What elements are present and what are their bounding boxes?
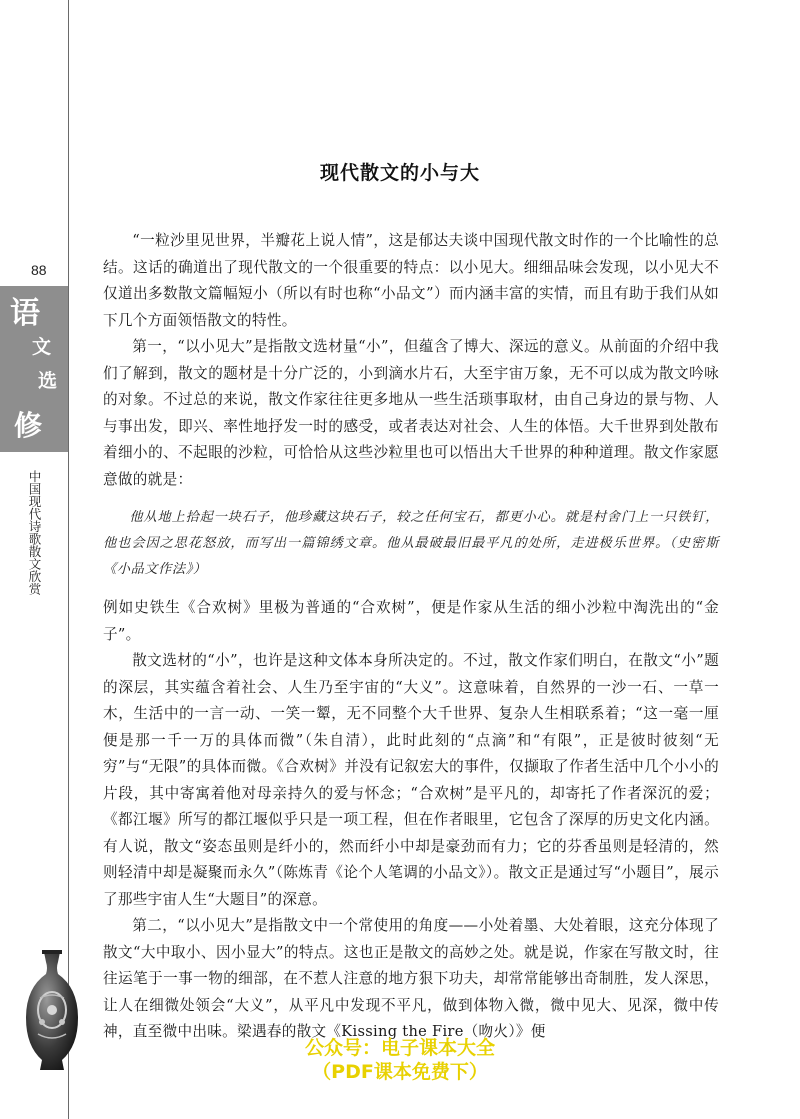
side-tab-char: 修 [14, 409, 43, 442]
paragraph: 例如史铁生《合欢树》里极为普通的“合欢树”，便是作家从生活的细小沙粒中淘洗出的“金子”。 [103, 599, 719, 643]
side-tab-char: 语 [10, 296, 40, 331]
side-tab-band [0, 286, 68, 452]
article-title: 现代散文的小与大 [319, 162, 480, 184]
paragraph: 第二，“以小见大”是指散文中一个常使用的角度——小处着墨、大处着眼，这充分体现了散文“大中取小、因小显大”的特点。这也正是散文的高妙之处。就是说，作家在写散文时，往往运笔于一事一物的细部，在不惹人注意的地方狠下功夫，却常常能够出奇制胜，发人深思，让人在细微处领会“大义”，从平凡中发现不平凡，做到体物入微，微中见大、见深，微中传神，直至微中出味。梁遇春的散文《Kissing the Fire（吻火）》便 [103, 917, 719, 1040]
article-body [103, 228, 719, 1046]
side-tab-char: 选 [38, 370, 58, 392]
book-title-vertical: 中国现代诗歌散文欣赏 [27, 470, 42, 595]
block-quote: 他从地上拾起一块石子，他珍藏这块石子，较之任何宝石，都更小心。就是村舍门上一只铁钉，他也会因之思花怒放，而写出一篇锦绣文章。他从最破最旧最平凡的处所，走进极乐世界。（史密斯《小品文作法》） [103, 510, 719, 577]
watermark-line: （PDF课本免费下） [312, 1061, 488, 1083]
paragraph: 散文选材的“小”，也许是这种文体本身所决定的。不过，散文作家们明白，在散文“小”题的深层，其实蕴含着社会、人生乃至宇宙的“大义”。这意味着，自然界的一沙一石、一草一木，生活中的一言一动、一笑一颦，无不同整个大千世界、复杂人生相联系着；“这一毫一厘便是那一千一万的具体而微”（朱自清），此时此刻的“点滴”和“有限”，正是彼时彼刻“无穷”与“无限”的具体而微。《合欢树》并没有记叙宏大的事件，仅撷取了作者生活中几个小小的片段，其中寄寓着他对母亲持久的爱与怀念；“合欢树”是平凡的，却寄托了作者深沉的爱；《都江堰》所写的都江堰似乎只是一项工程，但在作者眼里，它包含了深厚的历史文化内涵。有人说，散文“姿态虽则是纤小的，然而纤小中却是豪劲而有力；它的芬香虽则是轻清的，然则轻清中却是凝聚而永久”（陈炼青《论个人笔调的小品文》）。散文正是通过写“小题目”，展示了那些宇宙人生“大题目”的深意。 [103, 652, 719, 908]
paragraph: 第一，“以小见大”是指散文选材量“小”，但蕴含了博大、深远的意义。从前面的介绍中我们了解到，散文的题材是十分广泛的，小到滴水片石，大至宇宙万象，无不可以成为散文吟咏的对象。不过总的来说，散文作家往往更多地从一些生活琐事取材，由自己身边的景与物、人与事出发，即兴、率性地抒发一时的感受，或者表达对社会、人生的体悟。大千世界到处散布着细小的、不起眼的沙粒，可恰恰从这些沙粒里也可以悟出大千世界的种种道理。散文作家愿意做的就是： [103, 338, 719, 488]
side-tab-char: 文 [32, 336, 52, 358]
watermark-line: 公众号：电子课本大全 [304, 1037, 495, 1059]
watermark [0, 1036, 800, 1084]
page-number: 88 [31, 262, 47, 278]
paragraph: “一粒沙里见世界，半瓣花上说人情”，这是郁达夫谈中国现代散文时作的一个比喻性的总结。这话的确道出了现代散文的一个很重要的特点：以小见大。细细品味会发现，以小见大不仅道出多数散文篇幅短小（所以有时也称“小品文”）而内涵丰富的实情，而且有助于我们从如下几个方面领悟散文的特性。 [103, 232, 719, 329]
